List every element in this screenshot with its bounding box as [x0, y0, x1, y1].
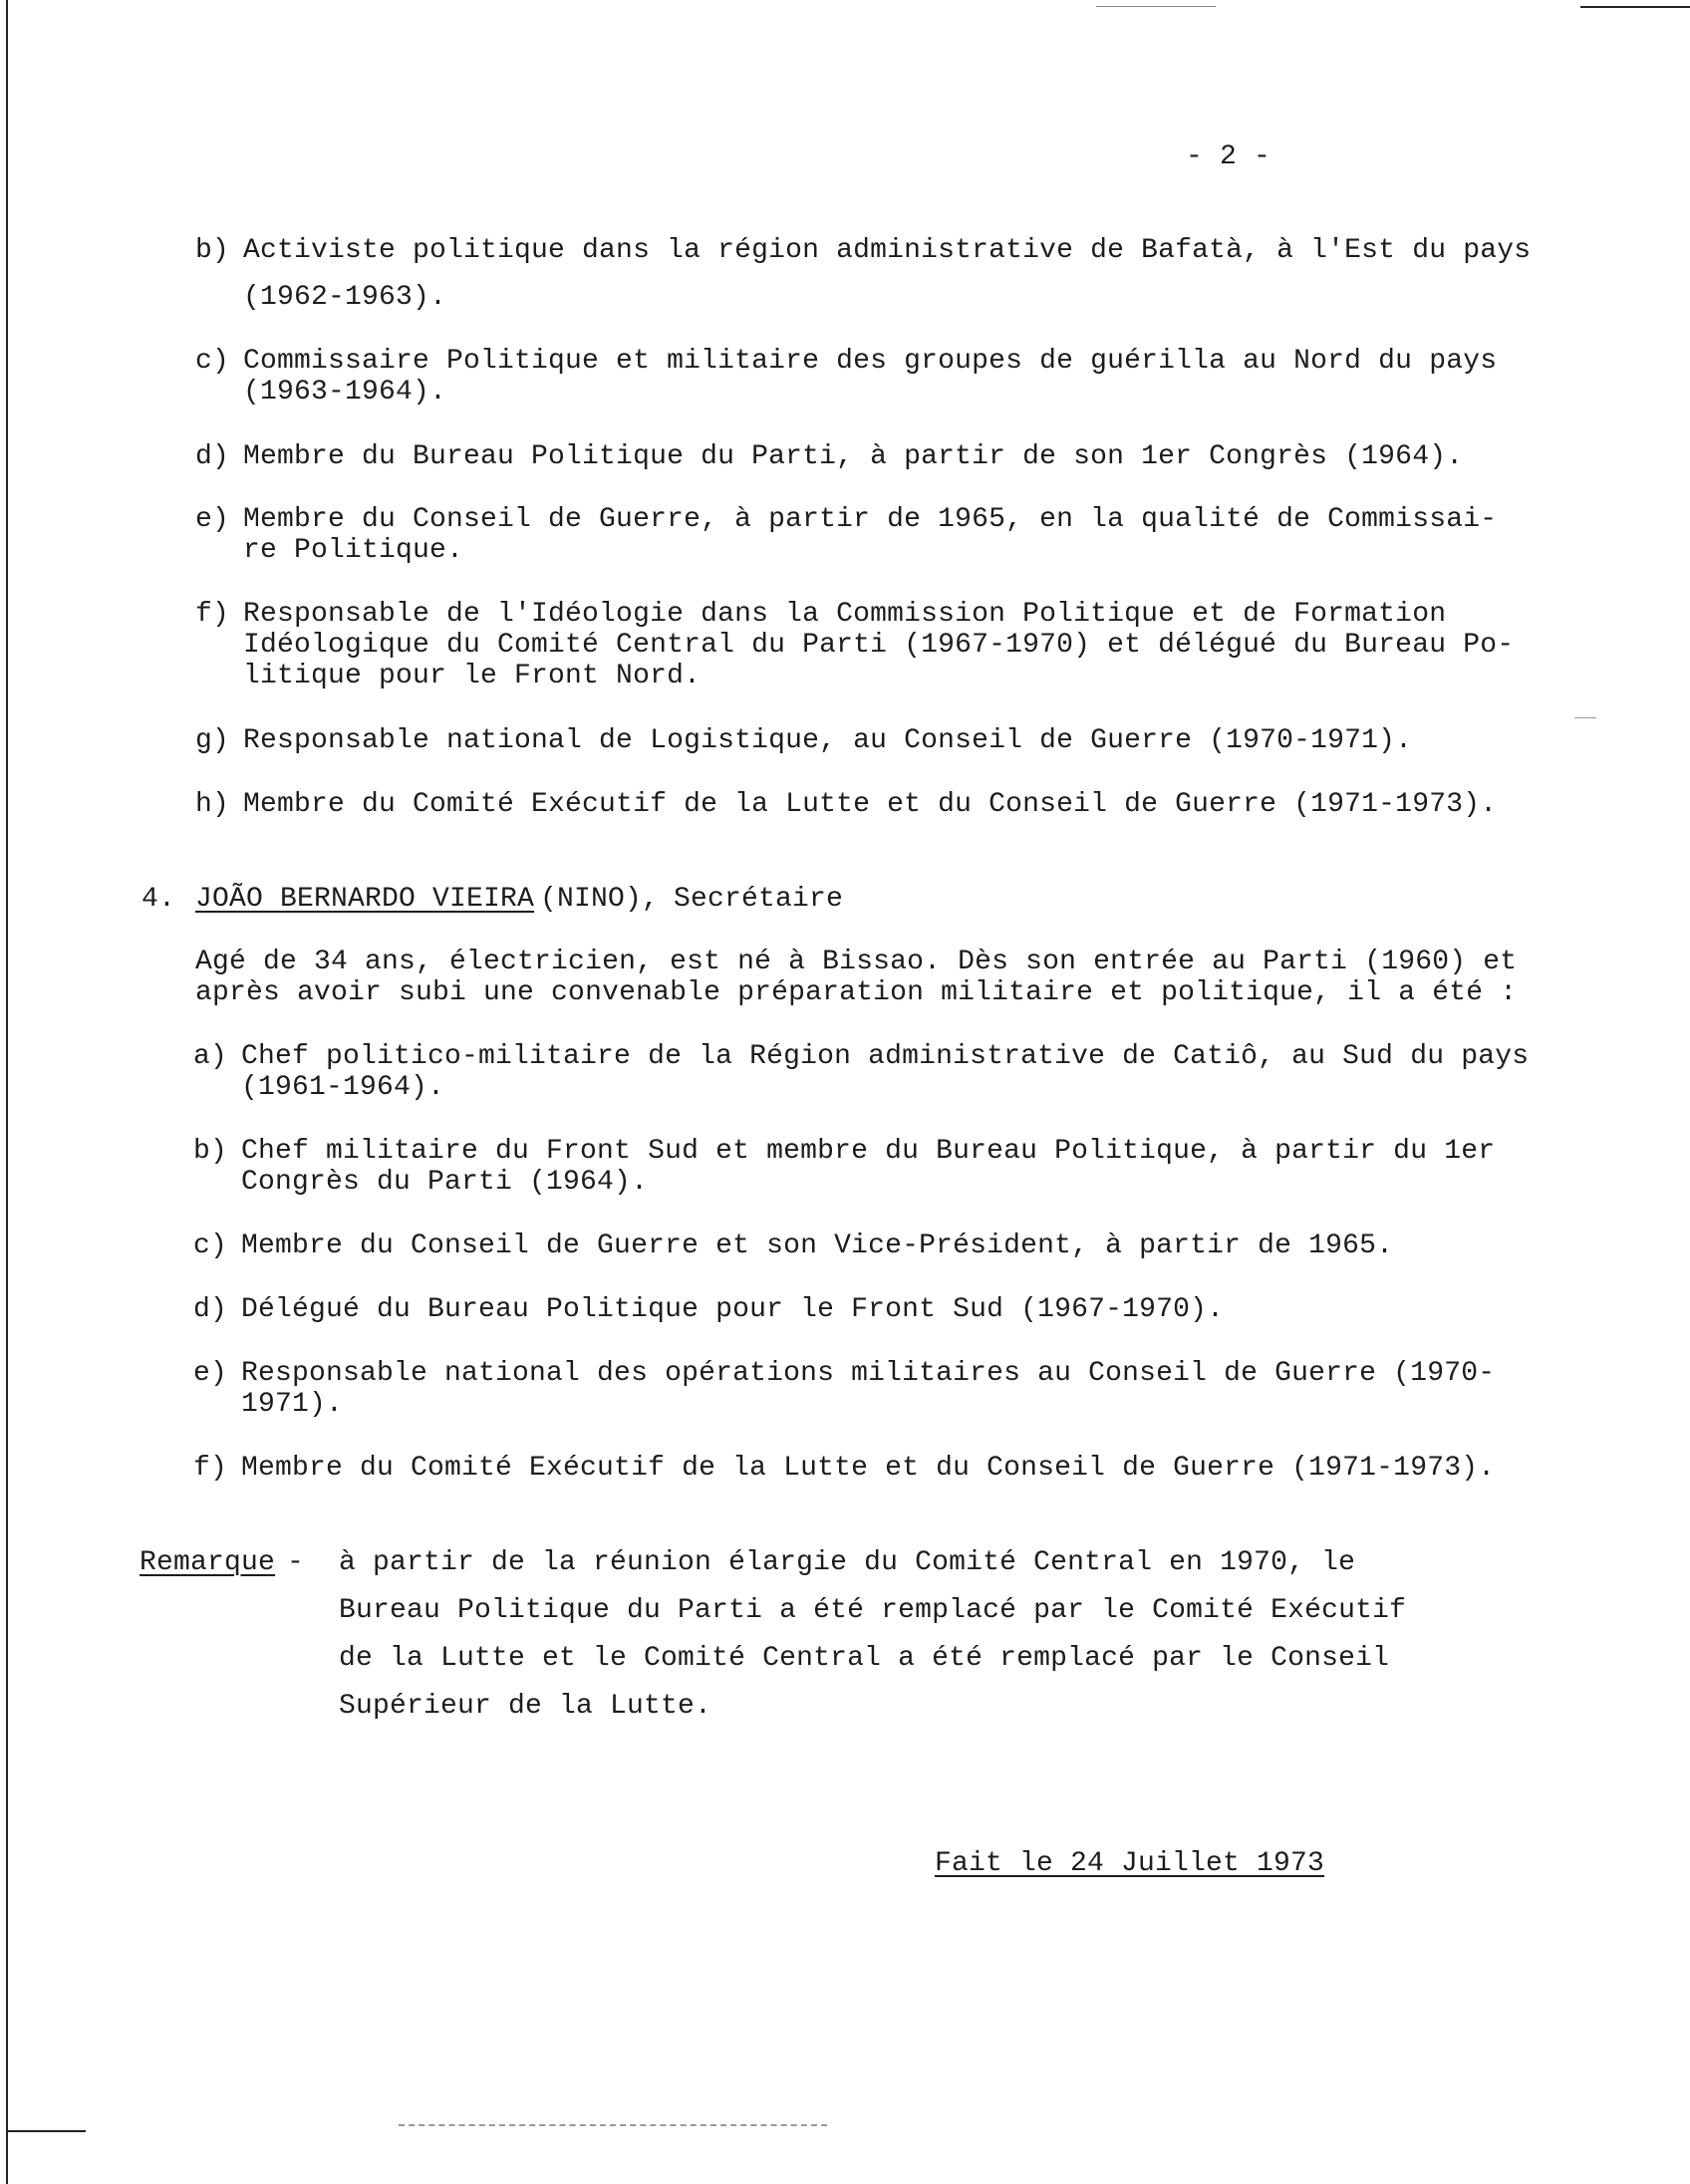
person-heading-number: 4.: [141, 884, 176, 915]
remark-label: Remarque: [140, 1547, 276, 1578]
prev-item-c-line2: (1963-1964).: [243, 377, 447, 408]
signature-date: Fait le 24 Juillet 1973: [935, 1848, 1325, 1879]
person-intro-line2: après avoir subi une convenable préparation militaire et politique, il a été :: [195, 977, 1518, 1008]
scan-edge-bottom-left: [6, 2130, 86, 2132]
person-item-c-line1: Membre du Conseil de Guerre et son Vice-Président, à partir de 1965.: [241, 1230, 1394, 1261]
remark-line1: à partir de la réunion élargie du Comité Central en 1970, le: [339, 1547, 1356, 1578]
person-item-d-line1: Délégué du Bureau Politique pour le Front Sud (1967-1970).: [241, 1294, 1225, 1325]
prev-item-h-line1: Membre du Comité Exécutif de la Lutte et du Conseil de Guerre (1971-1973).: [243, 789, 1498, 820]
prev-item-e-line1: Membre du Conseil de Guerre, à partir de 1965, en la qualité de Commissai-: [243, 504, 1498, 535]
person-item-a-line2: (1961-1964).: [241, 1072, 445, 1103]
prev-item-f-line3: litique pour le Front Nord.: [243, 661, 702, 691]
scan-edge-top-right: [1580, 6, 1690, 8]
person-item-b-line2: Congrès du Parti (1964).: [241, 1167, 649, 1198]
person-item-a-line1: Chef politico-militaire de la Région administrative de Catiô, au Sud du pays: [241, 1041, 1530, 1072]
person-intro-line1: Agé de 34 ans, électricien, est né à Bissao. Dès son entrée au Parti (1960) et: [195, 947, 1518, 977]
person-item-b-line1: Chef militaire du Front Sud et membre du Bureau Politique, à partir du 1er: [241, 1136, 1496, 1167]
prev-item-b-line2: (1962-1963).: [243, 282, 447, 313]
prev-item-e-line2: re Politique.: [243, 535, 464, 566]
person-item-c-marker: c): [193, 1230, 228, 1261]
prev-item-c-marker: c): [195, 346, 230, 377]
remark-line4: Supérieur de la Lutte.: [339, 1691, 712, 1722]
remark-line2: Bureau Politique du Parti a été remplacé par le Comité Exécutif: [339, 1595, 1407, 1626]
scan-mark-right: [1574, 717, 1596, 718]
prev-item-b-marker: b): [195, 235, 230, 266]
person-heading-name: JOÃO BERNARDO VIEIRA: [195, 884, 535, 915]
person-heading-role: Secrétaire: [674, 884, 844, 915]
prev-item-e-marker: e): [195, 504, 230, 535]
person-item-e-line2: 1971).: [241, 1389, 344, 1420]
prev-item-c-line1: Commissaire Politique et militaire des groupes de guérilla au Nord du pays: [243, 346, 1498, 377]
remark-dash: -: [287, 1547, 305, 1578]
prev-item-f-line1: Responsable de l'Idéologie dans la Commission Politique et de Formation: [243, 599, 1447, 630]
page-number: - 2 -: [1186, 141, 1271, 172]
person-item-d-marker: d): [193, 1294, 228, 1325]
person-item-f-line1: Membre du Comité Exécutif de la Lutte et du Conseil de Guerre (1971-1973).: [241, 1453, 1496, 1484]
person-heading-nickname: (NINO),: [540, 884, 660, 915]
prev-item-h-marker: h): [195, 789, 230, 820]
scan-edge-top-mid: [1096, 6, 1216, 7]
prev-item-f-marker: f): [195, 599, 230, 630]
prev-item-d-line1: Membre du Bureau Politique du Parti, à partir de son 1er Congrès (1964).: [243, 441, 1464, 472]
remark-line3: de la Lutte et le Comité Central a été remplacé par le Conseil: [339, 1643, 1390, 1674]
person-item-a-marker: a): [193, 1041, 228, 1072]
scan-edge-bottom-mid: [399, 2124, 827, 2127]
person-item-f-marker: f): [193, 1453, 228, 1484]
prev-item-f-line2: Idéologique du Comité Central du Parti (1967-1970) et délégué du Bureau Po-: [243, 630, 1515, 661]
person-item-b-marker: b): [193, 1136, 228, 1167]
person-item-e-marker: e): [193, 1358, 228, 1389]
prev-item-g-marker: g): [195, 725, 230, 756]
prev-item-d-marker: d): [195, 441, 230, 472]
person-item-e-line1: Responsable national des opérations militaires au Conseil de Guerre (1970-: [241, 1358, 1496, 1389]
prev-item-b-line1: Activiste politique dans la région administrative de Bafatà, à l'Est du pays: [243, 235, 1532, 266]
scan-edge-left: [6, 0, 8, 2184]
prev-item-g-line1: Responsable national de Logistique, au Conseil de Guerre (1970-1971).: [243, 725, 1413, 756]
